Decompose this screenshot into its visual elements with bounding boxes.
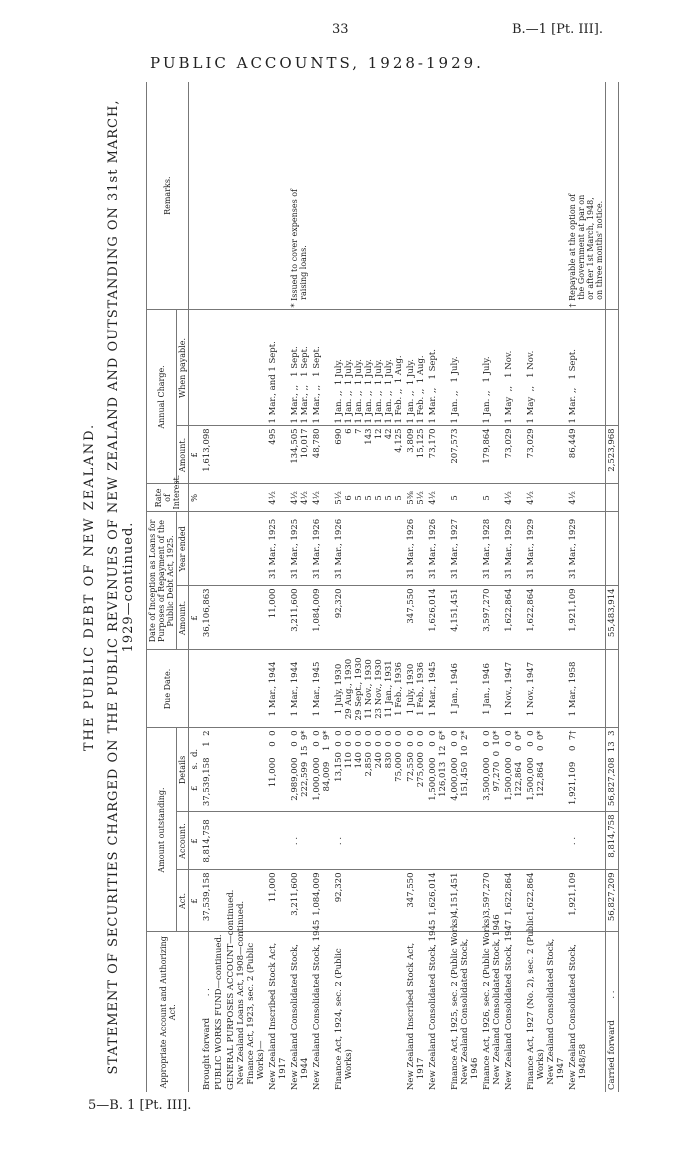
cell-remarks [267, 82, 289, 310]
cell-account-amount: 8,814,758 [201, 812, 213, 870]
col-inception: Date of Inception as Loans for Purposes of Repayment of the Public Debt Act, 1925. [147, 512, 177, 650]
cell-interest-rate: 5 [449, 484, 481, 512]
cell-account-name: New Zealand Consolidated Stock, 1948/58 [567, 932, 606, 1092]
table-row [525, 82, 567, 1092]
cell-year-ended: 31 Mar., 1927 [449, 512, 481, 586]
cell-annual-charge-amount: 48,780 [311, 426, 333, 484]
cell-due-date: 1 Mar., 1945 [311, 650, 333, 728]
debt-table [146, 82, 619, 1092]
cell-inception-amount: 4,151,451 [449, 586, 481, 650]
cell-inception-amount: 1,084,009 [311, 586, 333, 650]
table-row [333, 82, 405, 1092]
cell-year-ended: 31 Mar., 1929 [525, 512, 567, 586]
cell-act-amount: 3,211,600 [289, 870, 311, 932]
cell-year-ended: 31 Mar., 1928 [481, 512, 503, 586]
cell-account-amount [405, 812, 427, 870]
cell-act-amount: 37,539,158 [201, 870, 213, 932]
unit-act: £ [189, 870, 202, 932]
cell-interest-rate: 5½ 6 5 5 5 5 5 [333, 484, 405, 512]
cell-interest-rate: 4½ [311, 484, 333, 512]
cell-interest-rate [213, 484, 225, 512]
cell-account-amount [311, 812, 333, 870]
cell-act-amount: 1,626,014 [427, 870, 449, 932]
cell-account-amount [267, 812, 289, 870]
cell-when-payable: 1 May ,, 1 Nov. [503, 310, 525, 426]
cell-year-ended: 31 Mar., 1926 [333, 512, 405, 586]
cell-details [213, 728, 225, 812]
cell-account-amount [213, 812, 225, 870]
unit-account: £ [189, 812, 202, 870]
table-row [311, 82, 333, 1092]
cell-interest-rate: 5⅜ 5½ [405, 484, 427, 512]
cell-account-name: New Zealand Consolidated Stock, 1945 [427, 932, 449, 1092]
cell-year-ended: 31 Mar., 1929 [503, 512, 525, 586]
cell-act-amount: 4,151,451 [449, 870, 481, 932]
cell-annual-charge-amount: 73,029 [525, 426, 567, 484]
cell-annual-charge-amount: 179,864 [481, 426, 503, 484]
cell-when-payable: 1 Mar., ,, 1 Sept. [311, 310, 333, 426]
cell-account-name: New Zealand Inscribed Stock Act, 1917 [405, 932, 427, 1092]
cell-account-name: Finance Act, 1926, sec. 2 (Public Works) New Zealand Consolidated Stock, 1946 [482, 914, 502, 1090]
cell-remarks [427, 82, 449, 310]
cell-act-amount: 1,622,864 [525, 870, 567, 932]
cell-due-date [213, 650, 225, 728]
cell-when-payable: 1 Mar. ,, 1 Sept. [427, 310, 449, 426]
cell-account-amount [427, 812, 449, 870]
table-row [405, 82, 427, 1092]
cell-account-name: Brought forward . . [201, 932, 213, 1092]
cell-interest-rate: 5 [481, 484, 503, 512]
cell-remarks: * Issued to cover expenses of raising loans. [289, 82, 311, 310]
col-remarks: Remarks. [147, 82, 189, 310]
statement-title: THE PUBLIC DEBT OF NEW ZEALAND. [82, 422, 97, 752]
cell-act-amount: 11,000 [267, 870, 289, 932]
table-row [213, 82, 225, 1092]
cell-inception-amount [213, 586, 225, 650]
cell-annual-charge-amount: 690 6 7 143 12 42 4,125 [333, 426, 405, 484]
cell-account-name: New Zealand Consolidated Stock, 1944 [289, 932, 311, 1092]
cell-account-name: Finance Act, 1927 (No. 2), sec. 2 (Public Works) New Zealand Consolidated Stock, 1947 [526, 915, 566, 1090]
col-amount-outstanding: Amount outstanding. [147, 728, 177, 932]
col-rate: Rate of Interest. [147, 484, 189, 512]
cell-account-amount [481, 812, 503, 870]
cell-when-payable: 1 Mar., and 1 Sept. [267, 310, 289, 426]
cell-annual-charge-amount [213, 426, 225, 484]
cell-annual-charge-amount: 3,809 15,125 [405, 426, 427, 484]
col-appropriate-account: Appropriate Account and Authorizing Act. [147, 932, 189, 1092]
cell-when-payable: 1 Mar., ,, 1 Sept. 1 Mar., ,, 1 Sept. [289, 310, 311, 426]
cell-when-payable: 1 Jan. ,, 1 July. 1 Jan. ,, 1 July. 1 Jan. ,, 1 July. 1 Jan. ,, 1 July. 1 Jan. ,, 1 July. 1 Jan. ,, 1 July. 1 Feb. ,, 1 Aug. [333, 310, 405, 426]
table-row [567, 82, 606, 1092]
table-row [503, 82, 525, 1092]
rotated-statement [82, 82, 617, 1092]
cell-annual-charge-amount: 134,505 10,017 [289, 426, 311, 484]
cell-act-amount [213, 870, 225, 932]
cell-interest-rate: 4½ [525, 484, 567, 512]
table-row [427, 82, 449, 1092]
cell-act-amount: 1,921,109 [567, 870, 606, 932]
table-row [267, 82, 289, 1092]
cell-details: 3,500,000 0 0 97,270 0 10* [481, 728, 503, 812]
cell-year-ended: 31 Mar., 1925 [289, 512, 311, 586]
page-title: PUBLIC ACCOUNTS, 1928-1929. [150, 54, 484, 72]
cell-act-amount: 1,084,009 [311, 870, 333, 932]
cell-due-date: 1 Mar., 1945 [427, 650, 449, 728]
total-account: 8,814,758 [606, 812, 619, 870]
cell-inception-amount: 1,622,864 [503, 586, 525, 650]
cell-details: 2,989,000 0 0 222,599 15 9* [289, 728, 311, 812]
cell-remarks [333, 82, 405, 310]
cell-account-amount [525, 812, 567, 870]
cell-due-date: 1 Nov., 1947 [503, 650, 525, 728]
cell-annual-charge-amount: 207,573 [449, 426, 481, 484]
cell-year-ended: 31 Mar., 1926 [427, 512, 449, 586]
cell-year-ended: 31 Mar., 1926 [405, 512, 427, 586]
cell-act-amount: 347,550 [405, 870, 427, 932]
cell-remarks [213, 82, 225, 310]
col-when-payable: When payable. [177, 310, 189, 426]
cell-when-payable [213, 310, 225, 426]
cell-year-ended [213, 512, 225, 586]
cell-account-name: PUBLIC WORKS FUND—continued. [213, 932, 225, 1092]
cell-details: 37,539,158 1 2 [201, 728, 213, 812]
cell-inception-amount: 11,000 [267, 586, 289, 650]
table-row [289, 82, 311, 1092]
cell-annual-charge-amount [225, 426, 267, 484]
cell-account-amount [503, 812, 525, 870]
cell-inception-amount: 3,597,270 [481, 586, 503, 650]
col-account: Account. [177, 812, 189, 870]
cell-account-amount: . . [289, 812, 311, 870]
cell-remarks [481, 82, 503, 310]
cell-details: 4,000,000 0 0 151,450 10 2* [449, 728, 481, 812]
cell-act-amount: 1,622,864 [503, 870, 525, 932]
cell-details: 1,000,000 0 0 84,009 1 9* [311, 728, 333, 812]
col-details: Details [177, 728, 189, 812]
cell-annual-charge-amount: 86,449 [567, 426, 606, 484]
cell-when-payable: 1 May ,, 1 Nov. [525, 310, 567, 426]
cell-interest-rate [225, 484, 267, 512]
cell-annual-charge-amount: 495 [267, 426, 289, 484]
cell-interest-rate: 4½ [503, 484, 525, 512]
cell-year-ended: 31 Mar., 1926 [311, 512, 333, 586]
units-row [189, 82, 202, 1092]
cell-account-amount: . . [333, 812, 405, 870]
cell-interest-rate: 4½ [267, 484, 289, 512]
cell-year-ended [201, 512, 213, 586]
cell-remarks [525, 82, 567, 310]
cell-inception-amount: 1,626,014 [427, 586, 449, 650]
total-details: 56,827,208 13 3 [606, 728, 619, 812]
cell-details: 72,550 0 0 275,000 0 0 [405, 728, 427, 812]
cell-account-name: New Zealand Consolidated Stock, 1947 [503, 932, 525, 1092]
cell-act-amount: 3,597,270 [481, 870, 503, 932]
page-footer: 5—B. 1 [Pt. III]. [88, 1098, 192, 1113]
col-charge-amount: Amount. [177, 426, 189, 484]
table-row [481, 82, 503, 1092]
unit-charge-amount: £ [189, 426, 202, 484]
cell-remarks [225, 82, 267, 310]
cell-interest-rate: 4½ 4½ [289, 484, 311, 512]
cell-due-date: 1 Nov., 1947 [525, 650, 567, 728]
cell-account-amount [449, 812, 481, 870]
cell-year-ended: 31 Mar., 1929 [567, 512, 606, 586]
cell-when-payable: 1 Mar. ,, 1 Sept. [567, 310, 606, 426]
col-due-date: Due Date. [147, 650, 189, 728]
cell-inception-amount [225, 586, 267, 650]
cell-when-payable [225, 310, 267, 426]
cell-interest-rate: 4½ [427, 484, 449, 512]
cell-account-name: Finance Act, 1924, sec. 2 (Public Works) [333, 932, 405, 1092]
unit-rate: % [189, 484, 202, 512]
cell-act-amount: 92,320 [333, 870, 405, 932]
cell-when-payable: 1 Jan. ,, 1 July. 1 Feb. ,, 1 Aug. [405, 310, 427, 426]
col-inception-amount: Amount. [177, 586, 189, 650]
cell-due-date: 1 July, 1930 29 Aug., 1930 29 Sept., 1930 11 Nov., 1930 23 Nov., 1930 11 Jan., 1931 1 Feb., 1936 [333, 650, 405, 728]
cell-details: 13,150 0 0 110 0 0 140 0 0 2,850 0 0 240 0 0 830 0 0 75,000 0 0 [333, 728, 405, 812]
cell-details [225, 728, 267, 812]
cell-details: 11,000 0 0 [267, 728, 289, 812]
col-annual-charge: Annual Charge. [147, 310, 177, 484]
cell-interest-rate: 4½ [567, 484, 606, 512]
cell-year-ended: 31 Mar., 1925 [267, 512, 289, 586]
cell-inception-amount: 1,622,864 [525, 586, 567, 650]
total-charge-amount: 2,523,968 [606, 426, 619, 484]
cell-remarks [503, 82, 525, 310]
total-inception-amount: 55,483,914 [606, 586, 619, 650]
cell-remarks [405, 82, 427, 310]
cell-remarks [201, 82, 213, 310]
statement-subtitle: STATEMENT OF SECURITIES CHARGED ON THE PUBLIC REVENUES OF NEW ZEALAND AND OUTSTANDING ON 31st MARCH, 1929—continued. [106, 99, 136, 1075]
cell-due-date: 1 Mar., 1958 [567, 650, 606, 728]
cell-due-date: 1 Mar., 1944 [267, 650, 289, 728]
cell-year-ended [225, 512, 267, 586]
table-row [449, 82, 481, 1092]
cell-remarks [311, 82, 333, 310]
cell-remarks: † Repayable at the option of the Government at par on or after 1st March, 1948, on three months' notice. [567, 82, 606, 310]
cell-remarks [449, 82, 481, 310]
cell-inception-amount: 36,106,863 [201, 586, 213, 650]
cell-due-date: 1 Mar., 1944 [289, 650, 311, 728]
cell-details: 1,921,109 0 7† [567, 728, 606, 812]
cell-account-name: New Zealand Consolidated Stock, 1945 [311, 932, 333, 1092]
cell-inception-amount: 347,550 [405, 586, 427, 650]
cell-due-date: 1 Jan., 1946 [481, 650, 503, 728]
cell-account-name: New Zealand Inscribed Stock Act, 1917 [267, 932, 289, 1092]
cell-account-amount: . . [567, 812, 606, 870]
unit-details: £ s. d. [189, 728, 202, 812]
cell-interest-rate [201, 484, 213, 512]
cell-due-date: 1 Jan., 1946 [449, 650, 481, 728]
page-number: 33 [332, 22, 349, 37]
cell-annual-charge-amount: 73,029 [503, 426, 525, 484]
cell-due-date [225, 650, 267, 728]
cell-when-payable: 1 Jan. ,, 1 July. [481, 310, 503, 426]
carried-forward-row [606, 82, 619, 1092]
cell-account-name: GENERAL PURPOSES ACCOUNT—continued. New Zealand Loans Act, 1908—continued. Finance Act, 1923, sec. 2 (Public Works)— [226, 889, 266, 1090]
cell-details: 1,500,000 0 0 122,864 0 0* [503, 728, 525, 812]
cell-inception-amount: 3,211,600 [289, 586, 311, 650]
cell-annual-charge-amount: 73,170 [427, 426, 449, 484]
cell-inception-amount: 92,320 [333, 586, 405, 650]
cell-when-payable: 1 Jan. ,, 1 July. [449, 310, 481, 426]
col-year-ended: Year ended [177, 512, 189, 586]
cell-due-date: 1 July, 1930 1 Feb., 1936 [405, 650, 427, 728]
total-act: 56,827,209 [606, 870, 619, 932]
cell-when-payable [201, 310, 213, 426]
col-act: Act. [177, 870, 189, 932]
table-row [225, 82, 267, 1092]
document-reference: B.—1 [Pt. III]. [512, 22, 604, 37]
cell-account-name: Finance Act, 1925, sec. 2 (Public Works) New Zealand Consolidated Stock, 1946 [450, 915, 480, 1090]
total-label: Carried forward . . [606, 932, 619, 1092]
cell-account-amount [225, 812, 267, 870]
table-row [201, 82, 213, 1092]
cell-details: 1,500,000 0 0 126,013 12 6* [427, 728, 449, 812]
cell-due-date [201, 650, 213, 728]
cell-inception-amount: 1,921,109 [567, 586, 606, 650]
cell-annual-charge-amount: 1,613,098 [201, 426, 213, 484]
unit-inception-amount: £ [189, 586, 202, 650]
cell-details: 1,500,000 0 0 122,864 0 0* [525, 728, 567, 812]
